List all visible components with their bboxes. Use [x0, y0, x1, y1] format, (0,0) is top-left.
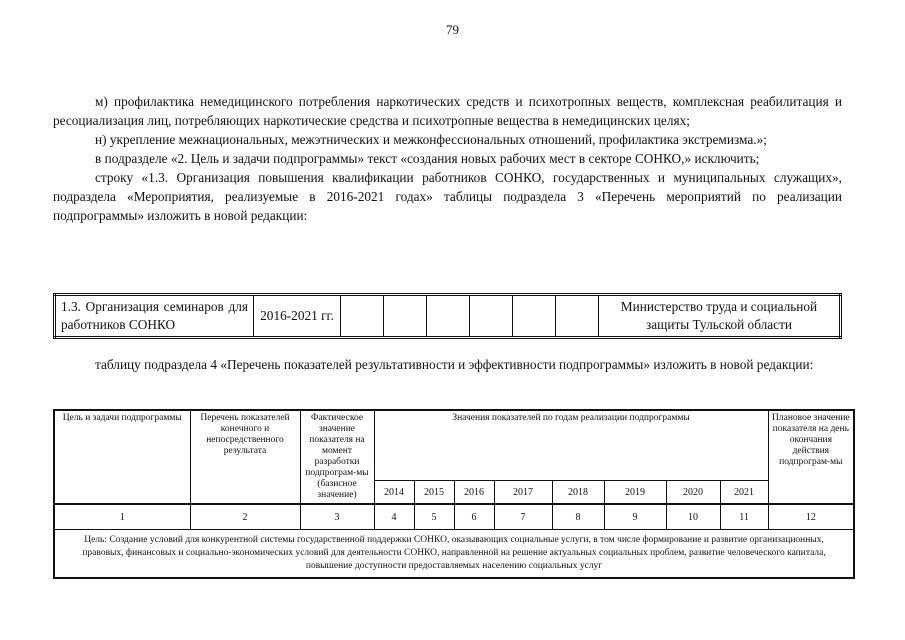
year-cell: 2021	[720, 481, 768, 505]
measure-ministry-cell: Министерство труда и социальной защиты Тульской области	[599, 295, 841, 338]
goal-text: Цель: Создание условий для конкурентной системы государственной поддержки СОНКО, оказывающих социальные услуги, в том числе формирование и развитие организационных, правовых, финансовых и социально-экономических условий для деятельности СОНКО, направленной на решение актуальных социальных проблем, развитие человеческого капитала, повышение доступности предоставляемых населению социальных услуг	[54, 530, 854, 579]
column-number: 5	[414, 504, 454, 530]
column-number: 9	[604, 504, 666, 530]
column-number: 10	[666, 504, 720, 530]
indicators-table	[53, 409, 855, 579]
column-number: 12	[768, 504, 854, 530]
year-cell: 2019	[604, 481, 666, 505]
paragraph-m: м) профилактика немедицинского потребления наркотических средств и психотропных веществ, комплексная реабилитация и ресоциализация лиц, потребляющих наркотические средства и психотропные вещества в немедицинских целях;	[53, 94, 842, 128]
measures-table	[53, 293, 842, 339]
after-table-text	[53, 355, 842, 374]
column-number: 1	[54, 504, 190, 530]
header-actual: Фактическое значение показателя на момент разработки подпрограм-мы (базисное значение)	[300, 410, 374, 504]
column-number: 2	[190, 504, 300, 530]
empty-cell	[556, 295, 599, 338]
column-number: 6	[454, 504, 494, 530]
header-goal: Цель и задачи подпрограммы	[54, 410, 190, 504]
paragraph-section-2: в подразделе «2. Цель и задачи подпрограммы» текст «создания новых рабочих мест в секторе СОНКО,» исключить;	[95, 151, 760, 166]
empty-cell	[427, 295, 470, 338]
header-result: Перечень показателей конечного и непосредственного результата	[190, 410, 300, 504]
goal-row	[54, 530, 854, 579]
table-row	[55, 295, 841, 338]
column-number: 11	[720, 504, 768, 530]
body-text	[53, 92, 842, 225]
empty-cell	[341, 295, 384, 338]
header-years: Значения показателей по годам реализации подпрограммы	[374, 410, 768, 481]
paragraph-n: н) укрепление межнациональных, межэтнических и межконфессиональных отношений, профилактика экстремизма.»;	[95, 132, 767, 147]
column-number: 3	[300, 504, 374, 530]
measure-period-cell: 2016-2021 гг.	[254, 295, 341, 338]
paragraph-table-4: таблицу подраздела 4 «Перечень показателей результативности и эффективности подпрограммы» изложить в новой редакции:	[95, 357, 814, 372]
year-cell: 2017	[494, 481, 552, 505]
year-cell: 2018	[552, 481, 604, 505]
header-planned: Плановое значение показателя на день окончания действия подпрограм-мы	[768, 410, 854, 504]
column-numbers-row	[54, 504, 854, 530]
year-cell: 2014	[374, 481, 414, 505]
empty-cell	[384, 295, 427, 338]
year-cell: 2016	[454, 481, 494, 505]
measure-name-cell: 1.3. Организация семинаров для работников СОНКО	[55, 295, 254, 338]
year-cell: 2020	[666, 481, 720, 505]
empty-cell	[470, 295, 513, 338]
header-row	[54, 410, 854, 481]
page-number: 79	[446, 22, 459, 37]
column-number: 8	[552, 504, 604, 530]
paragraph-row-1-3: строку «1.3. Организация повышения квалификации работников СОНКО, государственных и муниципальных служащих», подраздела «Мероприятия, реализуемые в 2016-2021 годах» таблицы подраздела 3 «Перечень мероприятий по реализации подпрограммы» изложить в новой редакции:	[53, 170, 842, 223]
column-number: 7	[494, 504, 552, 530]
empty-cell	[513, 295, 556, 338]
year-cell: 2015	[414, 481, 454, 505]
column-number: 4	[374, 504, 414, 530]
